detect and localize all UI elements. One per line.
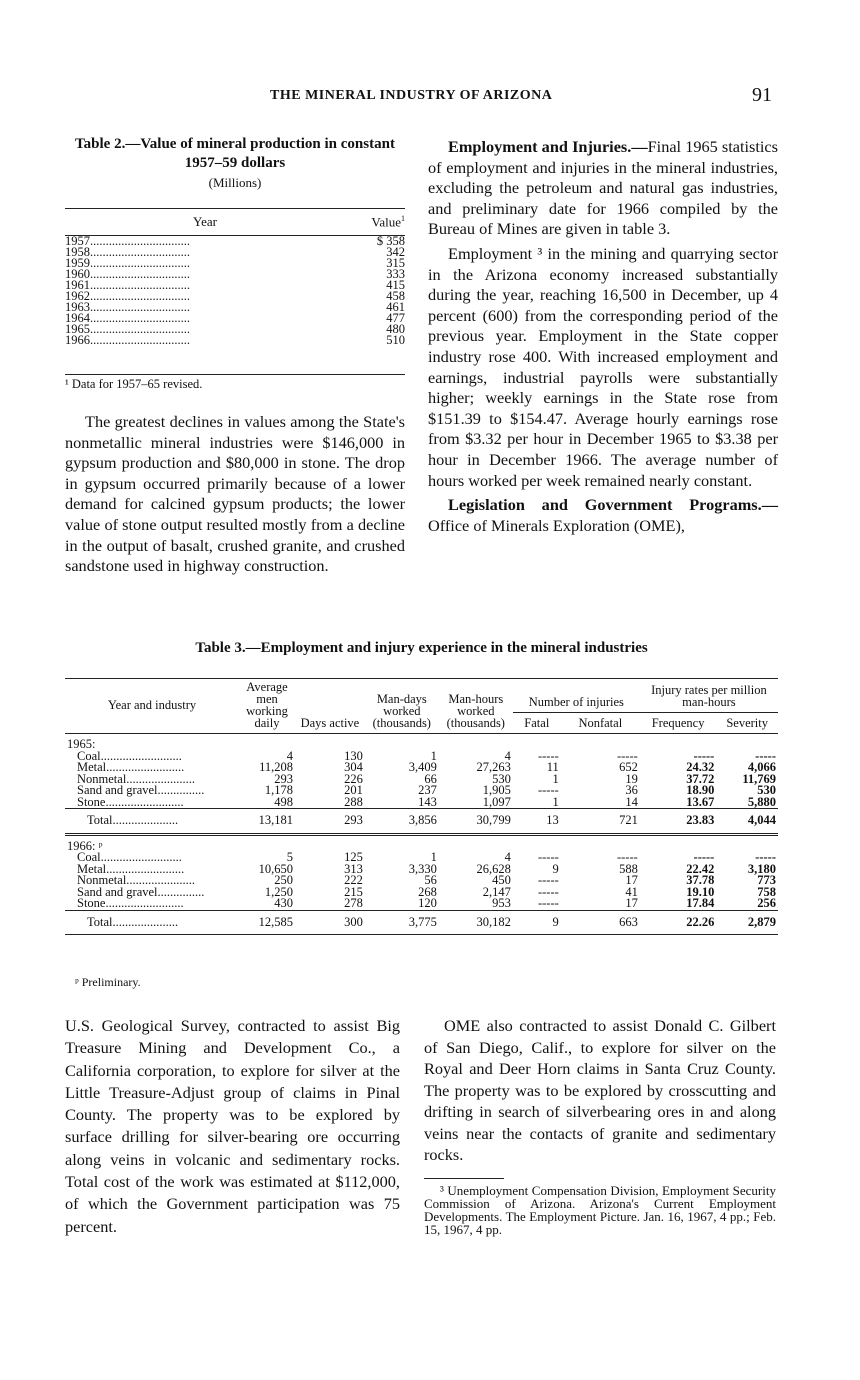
value-cell: ----- (537, 873, 559, 887)
th-severity: Severity (726, 716, 769, 730)
value-cell: 300 (295, 910, 365, 935)
value-cell: 125 (344, 850, 363, 864)
table2-title-text: Table 2.—Value of mineral production in constant 1957–59 dollars (75, 136, 395, 171)
table2-row (65, 335, 405, 346)
table3 (65, 678, 778, 935)
value-cell: 201 (344, 783, 363, 797)
table2-footnote: ¹ Data for 1957–65 revised. (65, 374, 405, 392)
value-cell: 130 (344, 748, 363, 763)
value-cell: 288 (344, 794, 363, 809)
value-cell: 588 (619, 861, 638, 876)
value-cell: 3,180 (747, 861, 776, 876)
year-cell: 1966................................ (65, 333, 190, 348)
value-cell: 304 (344, 760, 363, 774)
value-cell: 56 (424, 873, 437, 887)
page-number: 91 (752, 84, 772, 106)
value-cell: 3,856 (365, 809, 439, 835)
value-cell: ----- (755, 850, 776, 864)
value-cell: 30,182 (439, 910, 513, 935)
value-cell: 9 (552, 861, 559, 876)
year-cell: 1965................................ (65, 322, 190, 337)
th-year-industry: Year and industry (107, 698, 197, 712)
year-cell: 1962................................ (65, 289, 190, 304)
value-cell: 36 (625, 783, 638, 797)
value-cell: 30,799 (439, 809, 513, 835)
value-cell: 17 (625, 896, 638, 910)
value-cell: 13,181 (239, 809, 295, 835)
industry-cell: Metal......................... (77, 760, 185, 774)
value-cell: 4 (504, 850, 511, 864)
table2-title (65, 135, 405, 192)
bottom-left-paragraph: U.S. Geological Survey, contracted to assist Big Treasure Mining and Development Co., a California corporation, to explore for silver at the Little Treasure-Adjust group of claims in Pinal County. The property was to be explored by surface drilling for silver-bearing ore occurring along veins in volcanic and sedimentary rocks. Total cost of the work was estimated at $112,000, of which the Government participation was 75 percent. (65, 1016, 400, 1236)
value-cell: 773 (757, 873, 776, 887)
footnote-divider (424, 1178, 504, 1179)
table2-subtitle: (Millions) (208, 175, 262, 190)
th-man-hours: Man-hours worked (thousands) (446, 692, 505, 730)
industry-cell: Total..................... (65, 809, 239, 835)
value-cell: 41 (625, 884, 638, 899)
running-title: THE MINERAL INDUSTRY OF ARIZONA (270, 88, 553, 103)
industry-cell: Stone......................... (77, 896, 184, 910)
table3-footnote: ᵖ Preliminary. (75, 975, 141, 989)
value-cell: 5 (286, 850, 293, 864)
value-cell: 430 (274, 896, 293, 910)
year-cell: 1963................................ (65, 300, 190, 315)
year-cell: 1959................................ (65, 256, 190, 271)
value-cell: 19.10 (686, 884, 715, 899)
value-cell: 37.78 (686, 873, 715, 887)
value-cell: 4,044 (716, 809, 778, 835)
table2-header-year: Year (65, 209, 345, 236)
value-cell: $ 358 (376, 234, 405, 249)
value-cell: 498 (274, 794, 293, 809)
year-label: 1966: ᵖ (67, 838, 103, 853)
table-row (65, 898, 778, 910)
table2-header-value (345, 209, 405, 236)
value-cell: 11,208 (259, 760, 293, 774)
year-cell: 1957................................ (65, 234, 190, 249)
value-cell: 37.72 (686, 771, 715, 786)
th-rates: Injury rates per million man-hours (640, 679, 778, 713)
value-cell: 480 (386, 322, 405, 337)
value-cell: 13 (513, 809, 561, 835)
value-cell: 22.42 (686, 861, 715, 876)
footnote-3: ³ Unemployment Compensation Division, Employment Security Commission of Arizona. Arizona's Current Employment Developments. The Employment Picture. Jan. 16, 1967, 4 pp.; Feb. 15, 1967, 4 pp. (424, 1183, 776, 1237)
value-cell: 237 (418, 783, 437, 797)
value-cell: 10,650 (258, 861, 293, 876)
value-cell: 4 (286, 748, 293, 763)
employment-heading: Employment and Injuries.— (448, 137, 648, 156)
value-cell: ----- (537, 748, 559, 763)
value-cell: 3,409 (408, 760, 437, 774)
value-cell: 1 (552, 771, 559, 786)
value-cell: 1,097 (482, 794, 511, 809)
value-cell: 758 (757, 884, 776, 899)
value-cell: 278 (344, 896, 363, 910)
value-cell: 721 (561, 809, 640, 835)
th-injuries: Number of injuries (513, 679, 640, 713)
right-column (428, 137, 778, 536)
left-paragraph: The greatest declines in values among the State's nonmetallic mineral industries were $146,000 in gypsum production and $80,000 in stone. The drop in gypsum occurred primarily because of a lower demand for calcined gypsum products; the lower value of stone output resulted mostly from a decline in the output of basalt, crushed granite, and crushed sandstone used in highway construction. (65, 412, 405, 576)
year-cell: 1958................................ (65, 245, 190, 260)
table3-title: Table 3.—Employment and injury experience in the mineral industries (195, 640, 648, 656)
value-cell: 1 (552, 794, 559, 809)
value-cell: 1,905 (482, 783, 511, 797)
value-cell: 17 (625, 873, 638, 887)
value-cell: ----- (616, 850, 638, 864)
value-cell: 3,775 (365, 910, 439, 935)
th-frequency: Frequency (651, 716, 705, 730)
value-cell: 13.67 (686, 794, 715, 809)
value-cell: ----- (537, 884, 559, 899)
value-cell: 120 (418, 896, 437, 910)
value-cell: 2,147 (482, 884, 511, 899)
value-note: 1 (401, 214, 405, 223)
th-nonfatal: Nonfatal (578, 716, 623, 730)
table-row (65, 797, 778, 809)
total-row (65, 809, 778, 835)
value-cell: 256 (757, 896, 776, 910)
value-cell: 66 (424, 771, 437, 786)
legislation-heading: Legislation and Government Programs.— (448, 495, 778, 515)
value-cell: 333 (386, 267, 405, 282)
value-cell: 313 (344, 861, 363, 876)
value-cell: 1 (430, 748, 437, 763)
industry-cell: Sand and gravel............... (77, 783, 205, 797)
year-cell: 1961................................ (65, 278, 190, 293)
industry-cell: Total..................... (65, 910, 239, 935)
value-cell: 24.32 (686, 760, 715, 774)
value-cell: ----- (537, 783, 559, 797)
value-cell: 315 (386, 256, 405, 271)
value-cell: 342 (386, 245, 405, 260)
industry-cell: Nonmetal...................... (77, 873, 196, 887)
industry-cell: Stone......................... (77, 794, 184, 809)
year-cell: 1964................................ (65, 311, 190, 326)
value-cell: 17.84 (686, 896, 715, 910)
value-cell: 26,628 (476, 861, 511, 876)
value-cell: 1,250 (264, 884, 293, 899)
value-cell: 450 (492, 873, 511, 887)
value-cell: 652 (619, 760, 638, 774)
value-cell: 663 (561, 910, 640, 935)
value-cell: 11,769 (742, 771, 776, 786)
value-cell: 530 (492, 771, 511, 786)
value-cell: 530 (757, 783, 776, 797)
value-cell: 222 (344, 873, 363, 887)
th-avg-men: Average men working daily (246, 680, 288, 730)
employment-paragraph-2: Employment ³ in the mining and quarrying sector in the Arizona economy increased substantially during the year, reaching 16,500 in December, up 4 percent (600) from the corresponding period of the previous year. Employment in the State copper industry rose 400. With increased employment and earnings, industrial payrolls were substantially higher; weekly earnings in the State rose from $151.39 to $154.47. Average hourly earnings rose from $3.32 per hour in December 1965 to $3.38 per hour in December 1966. The average number of hours worked per week remained nearly constant. (428, 243, 778, 490)
th-man-days: Man-days worked (thousands) (372, 692, 431, 730)
industry-cell: Coal.......................... (77, 748, 182, 763)
value-cell: 3,330 (408, 861, 437, 876)
value-cell: 250 (274, 873, 293, 887)
total-row (65, 910, 778, 935)
value-cell: 415 (386, 278, 405, 293)
value-cell: 226 (344, 771, 363, 786)
value-cell: 27,263 (476, 760, 511, 774)
value-cell: 143 (418, 794, 437, 809)
legislation-paragraph (428, 495, 778, 536)
value-cell: 4,066 (747, 760, 776, 774)
value-cell: 4 (504, 748, 511, 763)
bottom-right-paragraph: OME also contracted to assist Donald C. Gilbert of San Diego, Calif., to explore for silver on the Royal and Deer Horn claims in Santa Cruz County. The property was to be explored by crosscutting and drifting in search of silverbearing ores in and along veins near the contacts of granite and sedimentary rocks. (424, 1016, 776, 1164)
value-cell: 11 (546, 760, 559, 774)
value-cell: ----- (537, 896, 559, 910)
year-group-row (65, 734, 778, 751)
value-cell: 953 (492, 896, 511, 910)
industry-cell: Metal......................... (77, 861, 185, 876)
year-cell: 1960................................ (65, 267, 190, 282)
value-cell: 458 (386, 289, 405, 304)
value-cell: 18.90 (686, 783, 715, 797)
th-fatal: Fatal (524, 716, 550, 730)
value-cell: ----- (755, 748, 776, 763)
value-cell: 477 (386, 311, 405, 326)
employment-text: Final 1965 statistics of employment and injuries in the mineral industries, excluding the petroleum and natural gas industries, and preliminary date for 1966 compiled by the Bureau of Mines are given in table 3. (428, 137, 778, 239)
value-cell: 1,178 (264, 783, 293, 797)
value-cell: 19 (625, 771, 638, 786)
industry-cell: Nonmetal...................... (77, 771, 196, 786)
legislation-text: Office of Minerals Exploration (OME), (428, 515, 685, 535)
employment-paragraph (428, 137, 778, 240)
value-cell: 22.26 (640, 910, 717, 935)
industry-cell: Sand and gravel............... (77, 884, 205, 899)
value-cell: 510 (386, 333, 405, 348)
year-label: 1965: (67, 737, 96, 751)
value-cell: 9 (513, 910, 561, 935)
value-cell: 293 (295, 809, 365, 835)
value-cell: 5,880 (747, 794, 776, 809)
value-cell: 461 (386, 300, 405, 315)
th-days: Days active (300, 716, 360, 730)
table2 (65, 208, 405, 346)
value-cell: 268 (418, 884, 437, 899)
value-cell: 2,879 (716, 910, 778, 935)
value-cell: 1 (430, 850, 437, 864)
value-cell: 23.83 (640, 809, 717, 835)
value-cell: ----- (693, 748, 715, 763)
value-cell: ----- (616, 748, 638, 763)
industry-cell: Coal.......................... (77, 850, 182, 864)
value-cell: 14 (625, 794, 638, 809)
value-label: Value (371, 214, 401, 230)
value-cell: 293 (274, 771, 293, 786)
value-cell: 215 (344, 884, 363, 899)
value-cell: ----- (693, 850, 715, 864)
value-cell: 12,585 (239, 910, 295, 935)
value-cell: ----- (537, 850, 559, 864)
